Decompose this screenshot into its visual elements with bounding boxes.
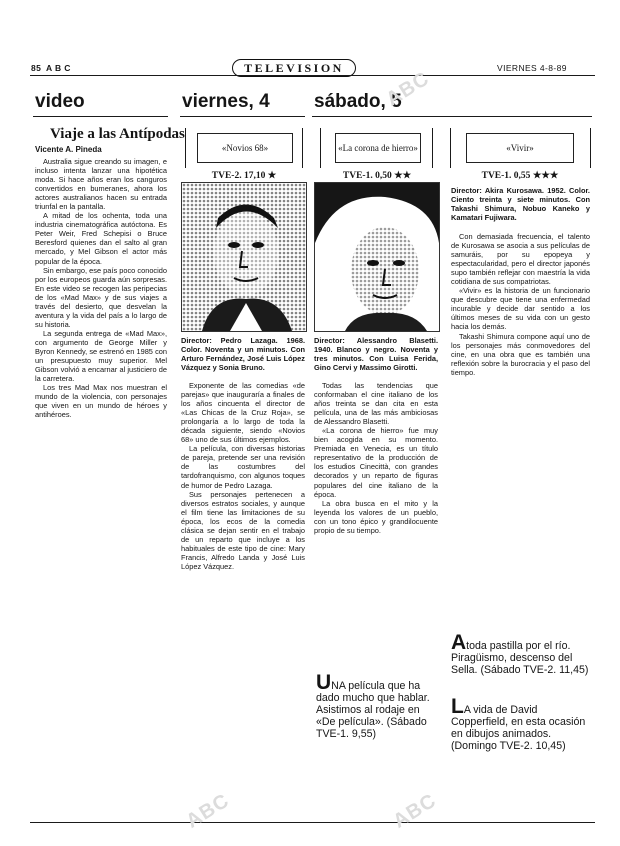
live-bracket-right — [590, 128, 591, 168]
video-headline: Viaje a las Antípodas — [50, 126, 185, 142]
saturday-heading: sábado, 5 — [314, 91, 402, 112]
saturday-rating: ★★ — [394, 171, 412, 181]
saturday-review-body — [314, 381, 438, 653]
video-paragraph: La segunda entrega de «Mad Max», con argumento de George Miller y Byron Kennedy, se estrenó en 1985 con un presupuesto muy superior. Mel Gibson volvió a encarnar al justiciero de la carretera. — [35, 328, 167, 384]
saturday-bracket-left — [320, 128, 321, 168]
live-bracket-left — [450, 128, 451, 168]
video-paragraph: Australia sigue creando su imagen, e incluso intenta lanzar una hipotética moda. Si hace años eran los canguros convertidos en bumeranes, ahora los actores australianos hacen su entrada triunfal en la pantalla. — [35, 157, 167, 212]
friday-film-photo — [181, 182, 307, 332]
watermark: ABC — [382, 67, 434, 111]
live-channel-time: TVE-1. 0,55 — [481, 171, 531, 181]
saturday-film-photo — [314, 182, 440, 332]
live-brief-canoe — [451, 631, 590, 676]
live-film-title-box — [466, 133, 574, 163]
friday-channel-time: TVE-2. 17,10 — [211, 171, 266, 181]
portrait-photo-icon — [182, 183, 306, 331]
video-paragraph: A mitad de los ochenta, toda una industria cinematográfica autóctona. Es Peter Weir, Fred Schepisi o Bruce Beresford quienes dan el salto al gran mercado, y Mel Gibson el actor más popular de la época. — [35, 211, 167, 266]
video-paragraph: Sin embargo, ese país poco conocido por los europeos guarda aún sorpresas. En este video se recogen las peripecias de los «Mad Max» y de sus viajes a través del desierto, que desvelan la aventura y la vida del país a lo largo de su historia. — [35, 265, 167, 329]
watermark: ABC — [389, 789, 441, 833]
video-section-heading: video — [35, 91, 85, 112]
brief-text: NA película que ha dado mucho que hablar. Asistimos al rodaje en «De película». (Sábado TVE-1. 9,55) — [316, 680, 430, 740]
friday-film-title: «Novios 68» — [221, 143, 269, 153]
live-paragraph: Con demasiada frecuencia, el talento de Kurosawa se asocia a sus películas de samuráis, por su epopeya y espectacularidad, pero el director japonés supo también reflejar con maestría la vida cotidiana de sus compatriotas. — [451, 232, 590, 287]
saturday-bracket-right — [432, 128, 433, 168]
page-number: 85 — [31, 63, 42, 73]
friday-heading: viernes, 4 — [182, 91, 270, 112]
publication-name: A B C — [46, 63, 71, 73]
saturday-paragraph: Todas las tendencias que conformaban el cine italiano de los años treinta se dan cita en esta película, una de las más ambiciosas de Alessandro Blasetti. — [314, 381, 438, 427]
video-byline: Vicente A. Pineda — [35, 145, 102, 154]
live-credits: Director: Akira Kurosawa. 1952. Color. Ciento treinta y siete minutos. Con Takashi Shimura, Nobuo Kaneko y Kamatari Fujiwara. — [451, 186, 590, 222]
friday-review-body — [181, 381, 305, 753]
brief-drop-initial: A — [451, 631, 467, 654]
video-article-body — [35, 157, 167, 815]
friday-bracket-left — [185, 128, 186, 168]
live-rating: ★★★ — [532, 171, 559, 181]
live-channel — [450, 170, 590, 181]
friday-bracket-right — [302, 128, 303, 168]
live-paragraph: Takashi Shimura compone aquí uno de los personajes más conmovedores del cine, en una obra que es también una reflexión sobre la burocracia y el paso del tiempo. — [451, 331, 590, 377]
live-paragraph: «Vivir» es la historia de un funcionario que descubre que tiene una enfermedad incurable y decide dar sentido a los últimos meses de su vida con un gesto hacia los demás. — [451, 286, 590, 332]
video-heading-rule — [33, 116, 168, 117]
saturday-heading-rule — [312, 116, 592, 117]
friday-paragraph: Sus personajes pertenecen a diversos estratos sociales, y aunque el film tiene las limitaciones de su época, los ecos de la comedia clásica se dejan sentir en el trabajo de un reparto que incluye a los habituales de este tipo de cine: Mary Francis, Alfredo Landa y José Luis López Vázquez. — [181, 489, 305, 571]
brief-drop-initial: U — [316, 671, 332, 694]
header-rule — [30, 75, 595, 76]
live-film-title: «Vivir» — [506, 143, 534, 153]
friday-channel — [182, 170, 306, 181]
saturday-channel-time: TVE-1. 0,50 — [342, 171, 392, 181]
issue-date: VIERNES 4-8-89 — [497, 63, 567, 73]
saturday-film-title-box — [335, 133, 421, 163]
section-title: TELEVISION — [244, 60, 344, 75]
saturday-film-title: «La corona de hierro» — [338, 143, 418, 153]
video-paragraph: Los tres Mad Max nos muestran el mundo de la violencia, con personajes que viven en un mundo de héroes y antihéroes. — [35, 383, 167, 420]
live-brief-copperfield — [451, 695, 590, 752]
brief-text: toda pastilla por el río. Piragüismo, descenso del Sella. (Sábado TVE-2. 11,45) — [451, 640, 589, 676]
friday-credits: Director: Pedro Lazaga. 1968. Color. Noventa y un minutos. Con Arturo Fernández, José Luis López Vázquez y Sonia Bruno. — [181, 336, 305, 372]
friday-paragraph: Exponente de las comedias «de parejas» que inauguraría a finales de los años cincuenta el director de «Las Chicas de la Cruz Roja», se prolongaría a lo largo de toda la década siguiente, siendo «Novios 68» uno de sus últimos ejemplos. — [181, 381, 305, 445]
saturday-brief — [316, 671, 440, 740]
saturday-channel — [315, 170, 439, 181]
brief-drop-initial: L — [451, 695, 464, 718]
live-review-body — [451, 232, 590, 622]
friday-paragraph: La película, con diversas historias de pareja, pretende ser una revisión de las costumbres del tardofranquismo, con algunos toques de humor de Pedro Lazaga. — [181, 444, 305, 490]
watermark: ABC — [182, 789, 234, 833]
saturday-paragraph: La obra busca en el mito y la leyenda los valores de un pueblo, con un tono épico y grandilocuente propio de su tiempo. — [314, 498, 438, 535]
friday-film-title-box — [197, 133, 293, 163]
friday-rating: ★ — [267, 171, 277, 181]
brief-text: A vida de David Copperfield, en esta ocasión en dibujos animados. (Domingo TVE-2. 10,45) — [451, 704, 586, 752]
friday-heading-rule — [180, 116, 305, 117]
saturday-paragraph: «La corona de hierro» fue muy bien acogida en su momento. Premiada en Venecia, es un título representativo de la producción de los estudios Cinecittà, con grandes decorados y un reparto de figuras populares del cine italiano de la época. — [314, 426, 438, 499]
footer-rule — [30, 822, 595, 823]
saturday-credits: Director: Alessandro Blasetti. 1940. Blanco y negro. Noventa y tres minutos. Con Luisa Ferida, Gino Cervi y Massimo Girotti. — [314, 336, 438, 372]
portrait-photo-icon — [315, 183, 439, 331]
